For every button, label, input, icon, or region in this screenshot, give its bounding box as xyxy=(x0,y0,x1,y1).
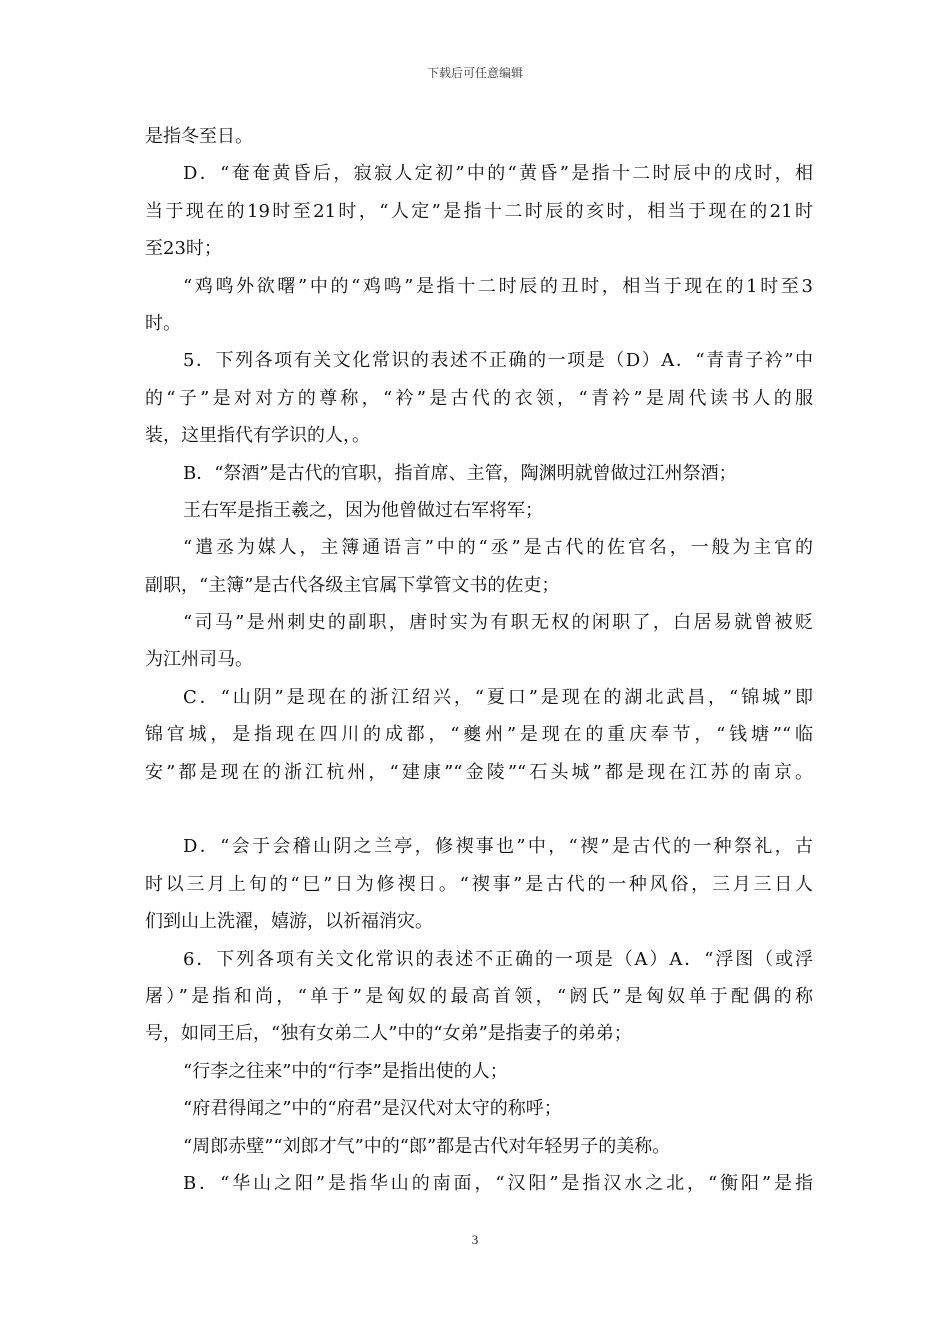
text-line: 们到山上洗濯，嬉游，以祈福消灾。 xyxy=(145,911,433,933)
text-line: “周郎赤壁”“刘郎才气”中的“郎”都是古代对年轻男子的美称。 xyxy=(183,1135,671,1157)
text-line: 是指冬至日。 xyxy=(145,126,253,147)
text-line: “行李之往来”中的“行李”是指出使的人； xyxy=(183,1060,508,1082)
text-line: 王右军是指王羲之，因为他曾做过右军将军； xyxy=(183,499,543,521)
text-line: 锦官城，是指现在四川的成都，“夔州”是现在的重庆奉节，“钱塘”“临 xyxy=(145,724,813,746)
question-5-line: 5．下列各项有关文化常识的表述不正确的一项是（D）A．“青青子衿”中 xyxy=(183,350,813,372)
text-line: 的“子”是对对方的尊称，“衿”是古代的衣领，“青衿”是周代读书人的服 xyxy=(145,387,813,409)
text-line: “司马”是州刺史的副职，唐时实为有职无权的闲职了，白居易就曾被贬 xyxy=(183,612,813,634)
text-line: “鸡鸣外欲曙”中的“鸡鸣”是指十二时辰的丑时，相当于现在的1时至3 xyxy=(183,275,813,297)
text-line: 屠）”是指和尚，“单于”是匈奴的最高首领，“阏氏”是匈奴单于配偶的称 xyxy=(145,985,813,1007)
text-line: 至23时； xyxy=(145,238,222,260)
text-line: 号，如同王后，“独有女弟二人”中的“女弟”是指妻子的弟弟； xyxy=(145,1023,632,1045)
option-c-line: C．“山阴”是现在的浙江绍兴，“夏口”是现在的湖北武昌，“锦城”即 xyxy=(183,686,813,708)
option-b-line: B．“华山之阳”是指华山的南面，“汉阳”是指汉水之北，“衡阳”是指 xyxy=(183,1172,813,1194)
option-d-line: D．“会于会稽山阴之兰亭，修禊事也”中，“禊”是古代的一种祭礼，古 xyxy=(183,836,813,858)
text-line: 当于现在的19时至21时，“人定”是指十二时辰的亥时，相当于现在的21时 xyxy=(145,200,813,222)
option-d-line: D．“奄奄黄昏后，寂寂人定初”中的“黄昏”是指十二时辰中的戌时，相 xyxy=(183,163,813,185)
paragraph-gap xyxy=(145,791,813,828)
text-line: 为江州司马。 xyxy=(145,649,253,671)
page-number: 3 xyxy=(471,1232,479,1247)
question-6-line: 6．下列各项有关文化常识的表述不正确的一项是（A）A．“浮图（或浮 xyxy=(183,948,813,970)
page-header: 下载后可任意编辑 xyxy=(426,66,523,80)
text-line: 时以三月上旬的“巳”日为修禊日。“禊事”是古代的一种风俗，三月三日人 xyxy=(145,873,813,895)
document-body xyxy=(145,118,813,1202)
text-line: “府君得闻之”中的“府君”是汉代对太守的称呼； xyxy=(183,1098,562,1120)
text-line: 安”都是现在的浙江杭州，“建康”“金陵”“石头城”都是现在江苏的南京。 xyxy=(145,761,813,783)
text-line: 装，这里指代有学识的人，。 xyxy=(145,425,370,447)
text-line: “遣丞为媒人，主簿通语言”中的“丞”是古代的佐官名，一般为主官的 xyxy=(183,537,813,559)
option-b-line: B．“祭酒”是古代的官职，指首席、主管，陶渊明就曾做过江州祭酒； xyxy=(183,462,737,484)
text-line: 副职，“主簿”是古代各级主官属下掌管文书的佐吏； xyxy=(145,574,560,596)
text-line: 时。 xyxy=(145,312,181,334)
